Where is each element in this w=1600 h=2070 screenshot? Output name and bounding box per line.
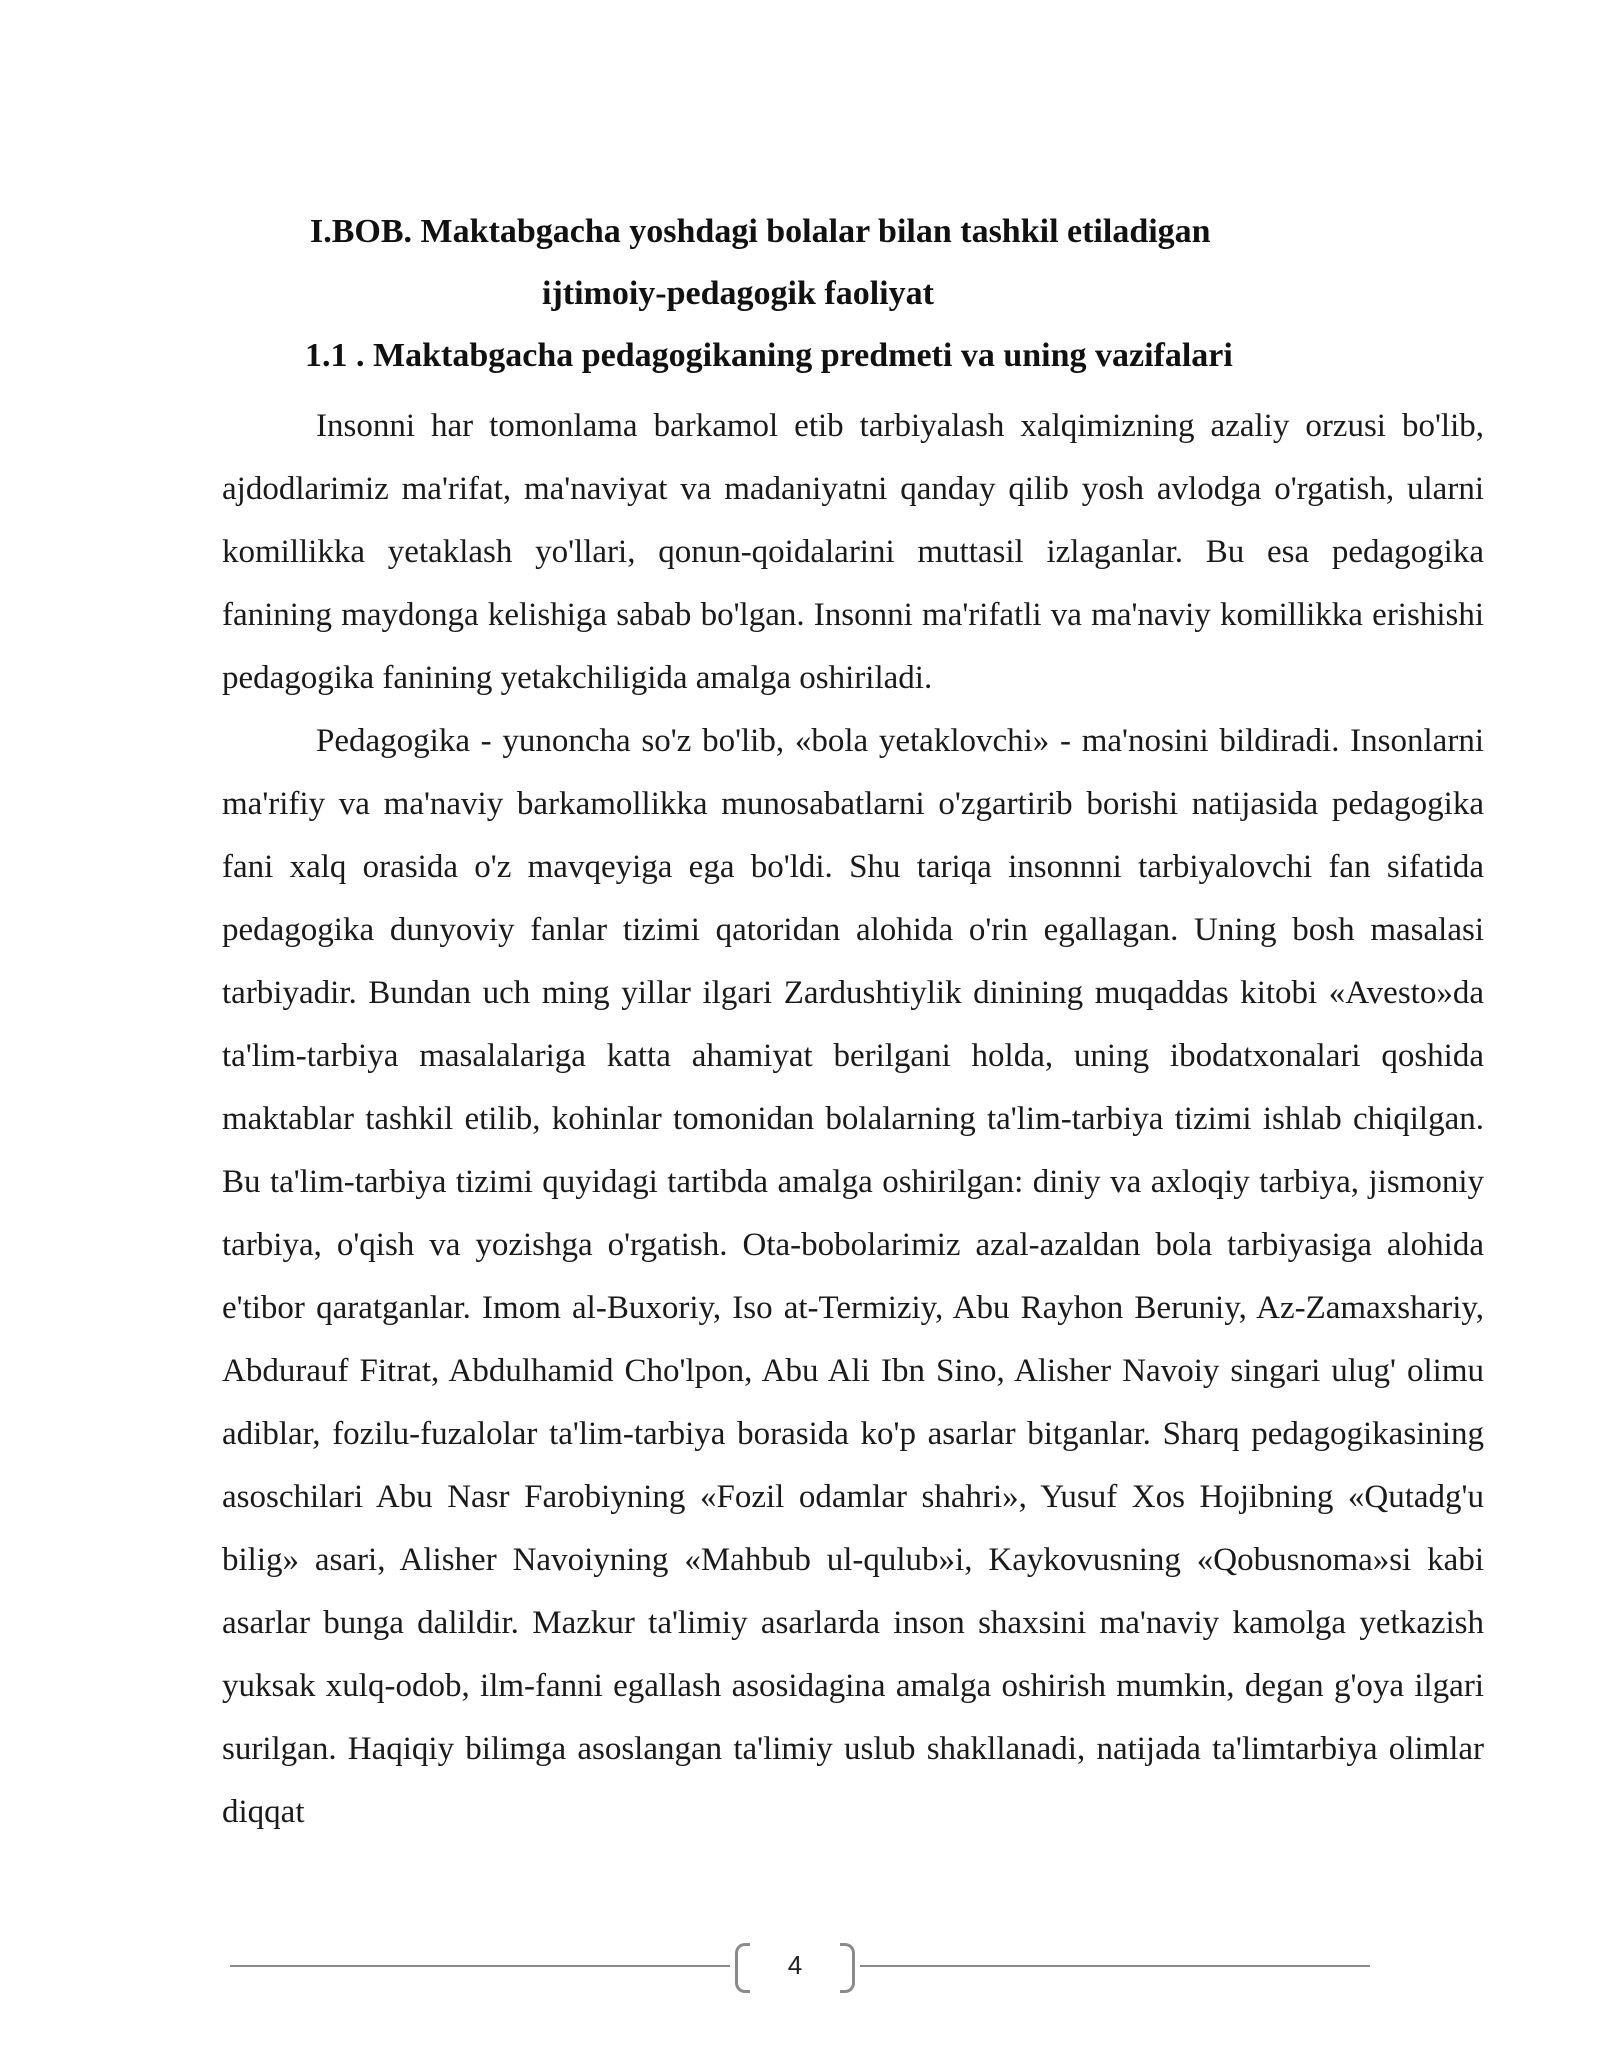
footer-rule-right — [860, 1965, 1370, 1967]
section-title: 1.1 . Maktabgacha pedagogikaning predmeti va uning vazifalari — [305, 337, 1233, 374]
body-text — [222, 395, 1484, 1844]
page-number: 4 — [787, 1950, 803, 1980]
footer-rule-left — [230, 1965, 730, 1967]
right-bracket-icon — [840, 1943, 855, 1993]
chapter-title: I.BOB. Maktabgacha yoshdagi bolalar bilan tashkil etiladigan — [310, 213, 1211, 250]
paragraph-1: Insonni har tomonlama barkamol etib tarbiyalash xalqimizning azaliy orzusi bo'lib, ajdodlarimiz ma'rifat, ma'naviyat va madaniyatni qanday qilib yosh avlodga o'rgatish, ularni komillikka yetaklash yo'llari, qonun-qoidalarini muttasil izlaganlar. Bu esa pedagogika fanining maydonga kelishiga sabab bo'lgan. Insonni ma'rifatli va ma'naviy komillikka erishishi pedagogika fanining yetakchiligida amalga oshiriladi. — [222, 408, 1484, 696]
chapter-subtitle: ijtimoiy-pedagogik faoliyat — [542, 275, 934, 312]
left-bracket-icon — [735, 1943, 750, 1993]
paragraph-2: Pedagogika - yunoncha so'z bo'lib, «bola yetaklovchi» - ma'nosini bildiradi. Insonlarni ma'rifiy va ma'naviy barkamollikka munosabatlarni o'zgartirib borishi natijasida pedagogika fani xalq orasida o'z mavqeyiga ega bo'ldi. Shu tariqa insonnni tarbiyalovchi fan sifatida pedagogika dunyoviy fanlar tizimi qatoridan alohida o'rin egallagan. Uning bosh masalasi tarbiyadir. Bundan uch ming yillar ilgari Zardushtiylik dinining muqaddas kitobi «Avesto»da ta'lim-tarbiya masalalariga katta ahamiyat berilgani holda, uning ibodatxonalari qoshida maktablar tashkil etilib, kohinlar tomonidan bolalarning ta'lim-tarbiya tizimi ishlab chiqilgan. Bu ta'lim-tarbiya tizimi quyidagi tartibda amalga oshirilgan: diniy va axloqiy tarbiya, jismoniy tarbiya, o'qish va yozishga o'rgatish. Ota-bobolarimiz azal-azaldan bola tarbiyasiga alohida e'tibor qaratganlar. Imom al-Buxoriy, Iso at-Termiziy, Abu Rayhon Beruniy, Az-Zamaxshariy, Abdurauf Fitrat, Abdulhamid Cho'lpon, Abu Ali Ibn Sino, Alisher Navoiy singari ulug' olimu adiblar, fozilu-fuzalolar ta'lim-tarbiya borasida ko'p asarlar bitganlar. Sharq pedagogikasining asoschilari Abu Nasr Farobiyning «Fozil odamlar shahri», Yusuf Xos Hojibning «Qutadg'u bilig» asari, Alisher Navoiyning «Mahbub ul-qulub»i, Kaykovusning «Qobusnoma»si kabi asarlar bunga dalildir. Mazkur ta'limiy asarlarda inson shaxsini ma'naviy kamolga yetkazish yuksak xulq-odob, ilm-fanni egallash asosidagina amalga oshirish mumkin, degan g'oya ilgari surilgan. Haqiqiy bilimga asoslangan ta'limiy uslub shakllanadi, natijada ta'limtarbiya olimlar diqqat — [222, 723, 1484, 1830]
page-footer — [230, 1935, 1370, 1995]
